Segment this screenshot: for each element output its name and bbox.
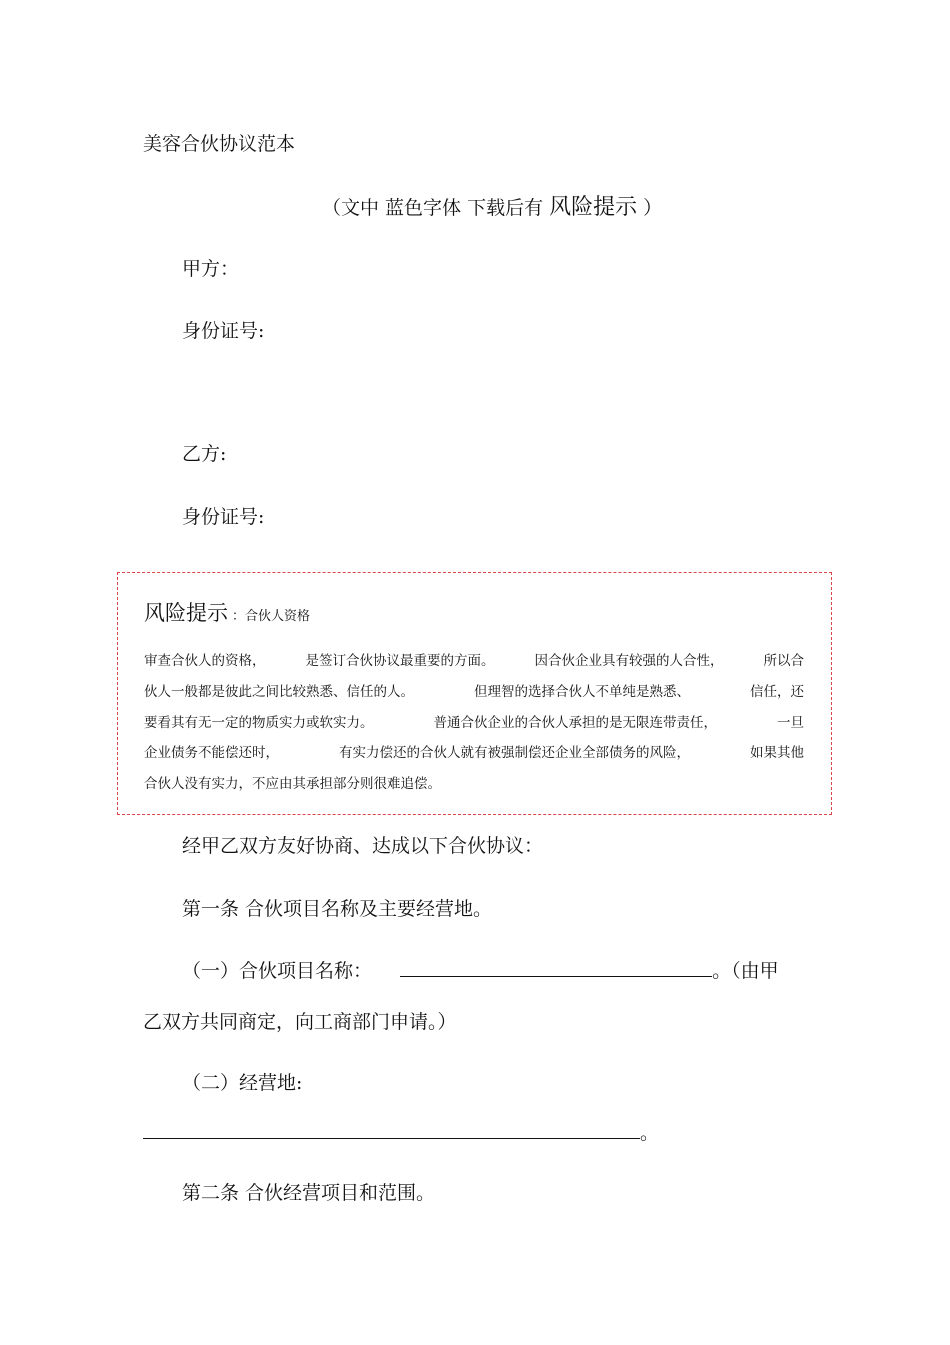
risk-text: 有实力偿还的合伙人就有被强制偿还企业全部债务的风险，	[339, 745, 690, 761]
risk-line-1	[144, 649, 804, 669]
risk-line-5	[144, 772, 804, 792]
risk-text: 因合伙企业具有较强的人合性，	[534, 653, 724, 669]
risk-text: 伙人一般都是彼此之间比较熟悉、信任的人。	[144, 684, 414, 700]
subtitle-risk-word: 风险提示	[549, 195, 638, 220]
item-2-end: 。	[640, 1122, 660, 1144]
item-2-label: （二）经营地:	[182, 1072, 303, 1094]
article-1-title: 第一条 合伙项目名称及主要经营地。	[182, 898, 493, 920]
item-1-line	[182, 956, 779, 983]
risk-text: 所以合	[763, 653, 804, 669]
risk-text: 普通合伙企业的合伙人承担的是无限连带责任，	[433, 715, 717, 731]
party-b-label: 乙方:	[182, 443, 227, 465]
item-1-end: 。（由甲	[712, 960, 779, 982]
risk-line-4	[144, 741, 804, 761]
party-b-id-label: 身份证号:	[182, 506, 265, 528]
risk-text: 如果其他	[750, 745, 804, 761]
item-2-line	[143, 1118, 659, 1145]
risk-heading	[144, 597, 310, 627]
subtitle-prefix: （文中 蓝色字体 下载后有	[322, 197, 550, 219]
item-1-label: （一）合伙项目名称：	[182, 960, 373, 982]
document-title: 美容合伙协议范本	[143, 133, 296, 155]
subtitle-suffix: ）	[637, 197, 663, 219]
business-location-blank[interactable]	[143, 1120, 640, 1139]
risk-text: 但理智的选择合伙人不单纯是熟悉、	[474, 684, 690, 700]
risk-text: 企业债务不能偿还时，	[144, 745, 279, 761]
risk-line-3	[144, 711, 804, 731]
party-a-label: 甲方：	[182, 258, 240, 280]
risk-warning-box	[117, 572, 832, 815]
article-2-title: 第二条 合伙经营项目和范围。	[182, 1182, 436, 1204]
project-name-blank[interactable]	[400, 958, 712, 977]
risk-text: 审查合伙人的资格，	[144, 653, 266, 669]
risk-line-2	[144, 680, 804, 700]
risk-text: 是签订合伙协议最重要的方面。	[305, 653, 495, 669]
item-1-continuation: 乙双方共同商定，向工商部门申请。）	[143, 1011, 457, 1033]
risk-note-subtitle	[322, 190, 662, 221]
risk-heading-title: 风险提示	[144, 601, 228, 625]
party-a-id-label: 身份证号:	[182, 320, 265, 342]
risk-text: 信任，还	[750, 684, 804, 700]
risk-text: 要看其有无一定的物质实力或软实力。	[144, 715, 374, 731]
risk-text: 一旦	[777, 715, 804, 731]
agreement-intro: 经甲乙双方友好协商、达成以下合伙协议：	[182, 835, 544, 857]
risk-heading-subject: ：合伙人资格	[232, 609, 311, 624]
risk-text: 合伙人没有实力，不应由其承担部分则很难追偿。	[144, 776, 441, 792]
